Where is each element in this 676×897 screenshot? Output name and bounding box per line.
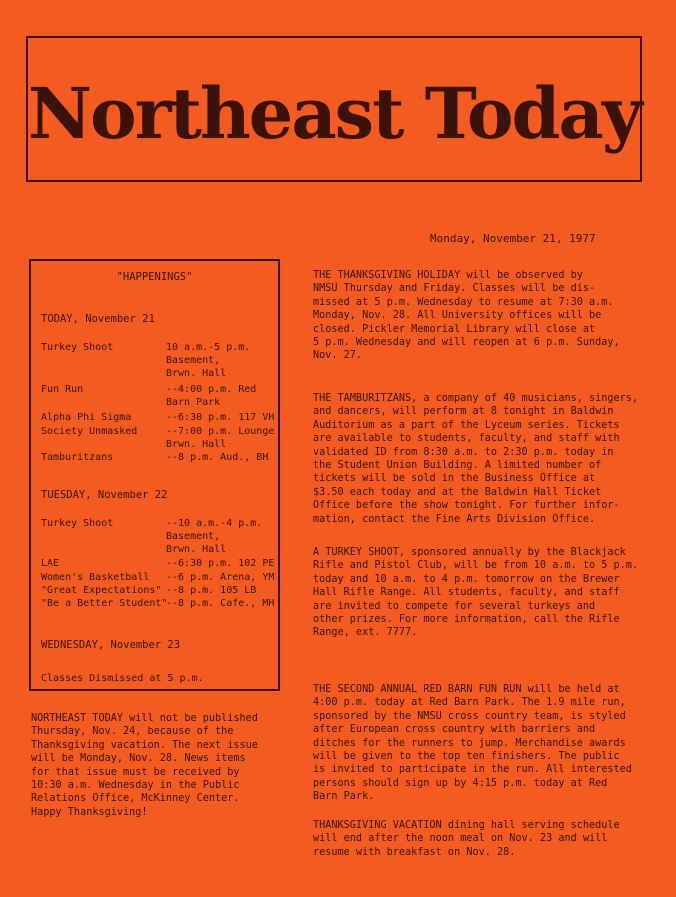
text-line: Hall Rifle Range. All students, faculty, and staff	[313, 587, 620, 599]
text-line: after European cross country with barriers and	[313, 724, 596, 736]
event-detail: --8 p.m. Cafe., MH	[166, 598, 275, 609]
text-line: 10:30 a.m. Wednesday in the Public	[31, 780, 240, 792]
text-line: THE TAMBURITZANS, a company of 40 musicians, singers,	[313, 393, 639, 404]
text-line: THE SECOND ANNUAL RED BARN FUN RUN will be held at	[313, 684, 620, 695]
event-name: Tamburitzans	[41, 452, 114, 463]
event-detail: --10 a.m.-4 p.m. Basement, Brwn. Hall	[166, 518, 263, 555]
text-line: Relations Office, McKinney Center.	[31, 793, 240, 805]
happenings-title: "HAPPENINGS"	[116, 271, 193, 283]
text-line: 5 p.m. Wednesday and will reopen at 6 p.m. Sunday,	[313, 337, 620, 349]
masthead-title: Northeast Today	[28, 72, 641, 155]
event-name: LAE	[41, 558, 60, 569]
text-line: Monday, Nov. 28. All University offices will be	[313, 310, 602, 322]
event-detail: 10 a.m.-5 p.m. Basement, Brwn. Hall	[166, 342, 251, 379]
event-name: Women's Basketball	[41, 572, 150, 583]
issue-date: Monday, November 21, 1977	[430, 232, 596, 245]
article-thanksgiving-holiday	[313, 269, 658, 363]
text-line: Nov. 27.	[313, 350, 363, 362]
event-detail: --6:30 p.m. 117 VH	[166, 412, 275, 423]
article-tamburitzans	[313, 392, 658, 526]
text-line: sponsored by the NMSU cross country team, is styled	[313, 710, 626, 722]
event-name: Alpha Phi Sigma	[41, 412, 132, 423]
text-line: Office before the show tonight. For further infor-	[313, 500, 620, 512]
text-line: for that issue must be received by	[31, 766, 240, 778]
text-line: validated ID from 8:30 a.m. to 2:30 p.m. today in	[313, 446, 614, 458]
text-line: ditches for the runners to jump. Merchandise awards	[313, 737, 626, 749]
masthead-frame	[26, 36, 642, 182]
publication-note	[31, 712, 281, 819]
event-detail: --8 p.m. Aud., BH	[166, 452, 269, 463]
event-name: Society Unmasked	[41, 426, 138, 437]
text-line: today and 10 a.m. to 4 p.m. tomorrow on the Brewer	[313, 573, 620, 585]
text-line: persons should sign up by 4:15 p.m. today at Red	[313, 777, 608, 789]
event-name: "Be a Better Student"	[41, 598, 168, 609]
happenings-box	[29, 259, 280, 691]
day-heading-tuesday: TUESDAY, November 22	[41, 489, 168, 501]
article-fun-run	[313, 683, 658, 804]
text-line: Thursday, Nov. 24, because of the	[31, 726, 234, 738]
text-line: missed at 5 p.m. Wednesday to resume at 7:30 a.m.	[313, 296, 614, 308]
event-name: Turkey Shoot	[41, 518, 114, 529]
text-line: and dancers, will perform at 8 tonight in Baldwin	[313, 406, 614, 418]
text-line: will be Monday, Nov. 28. News items	[31, 753, 246, 765]
text-line: NMSU Thursday and Friday. Classes will be dis-	[313, 283, 596, 295]
event-detail: --6:30 p.m. 102 PE	[166, 558, 275, 569]
text-line: $3.50 each today and at the Baldwin Hall Ticket	[313, 486, 602, 498]
day-heading-wednesday: WEDNESDAY, November 23	[41, 639, 181, 651]
article-turkey-shoot	[313, 546, 658, 640]
text-line: Rifle and Pistol Club, will be from 10 a.m. to 5 p.m.	[313, 560, 639, 572]
text-line: THANKSGIVING VACATION dining hall serving schedule	[313, 820, 620, 831]
text-line: is invited to participate in the run. All interested	[313, 764, 632, 776]
event-name: Fun Run	[41, 384, 84, 395]
event-detail: --4:00 p.m. Red Barn Park	[166, 384, 257, 408]
text-line: THE THANKSGIVING HOLIDAY will be observed by	[313, 270, 583, 281]
event-detail: --8 p.m. 105 LB	[166, 585, 257, 596]
event-detail: --7:00 p.m. Lounge Brwn. Hall	[166, 426, 275, 450]
text-line: mation, contact the Fine Arts Division Office.	[313, 513, 596, 525]
text-line: will be given to the top ten finishers. The public	[313, 751, 620, 763]
text-line: Barn Park.	[313, 791, 375, 803]
article-dining-schedule	[313, 819, 658, 859]
text-line: 4:00 p.m. today at Red Barn Park. The 1.9 mile run,	[313, 697, 626, 709]
text-line: resume with breakfast on Nov. 28.	[313, 846, 516, 858]
day-heading-today: TODAY, November 21	[41, 313, 155, 325]
text-line: are available to students, faculty, and staff with	[313, 433, 620, 445]
text-line: are invited to compete for several turkeys and	[313, 600, 596, 612]
text-line: closed. Pickler Memorial Library will close at	[313, 323, 596, 335]
text-line: Thanksgiving vacation. The next issue	[31, 739, 258, 751]
text-line: Happy Thanksgiving!	[31, 806, 148, 818]
classes-dismissed-note: Classes Dismissed at 5 p.m.	[41, 673, 204, 684]
text-line: A TURKEY SHOOT, sponsored annually by the Blackjack	[313, 547, 626, 558]
text-line: tickets will be sold in the Business Office at	[313, 473, 596, 485]
text-line: other prizes. For more information, call the Rifle	[313, 614, 620, 626]
text-line: Auditorium as a part of the Lyceum series. Tickets	[313, 419, 620, 431]
event-name: Turkey Shoot	[41, 342, 114, 353]
event-name: "Great Expectations"	[41, 585, 162, 596]
text-line: will end after the noon meal on Nov. 23 and will	[313, 833, 608, 845]
text-line: Range, ext. 7777.	[313, 627, 418, 639]
event-detail: --6 p.m. Arena, YM	[166, 572, 275, 583]
text-line: NORTHEAST TODAY will not be published	[31, 713, 258, 724]
text-line: the Student Union Building. A limited number of	[313, 460, 602, 472]
